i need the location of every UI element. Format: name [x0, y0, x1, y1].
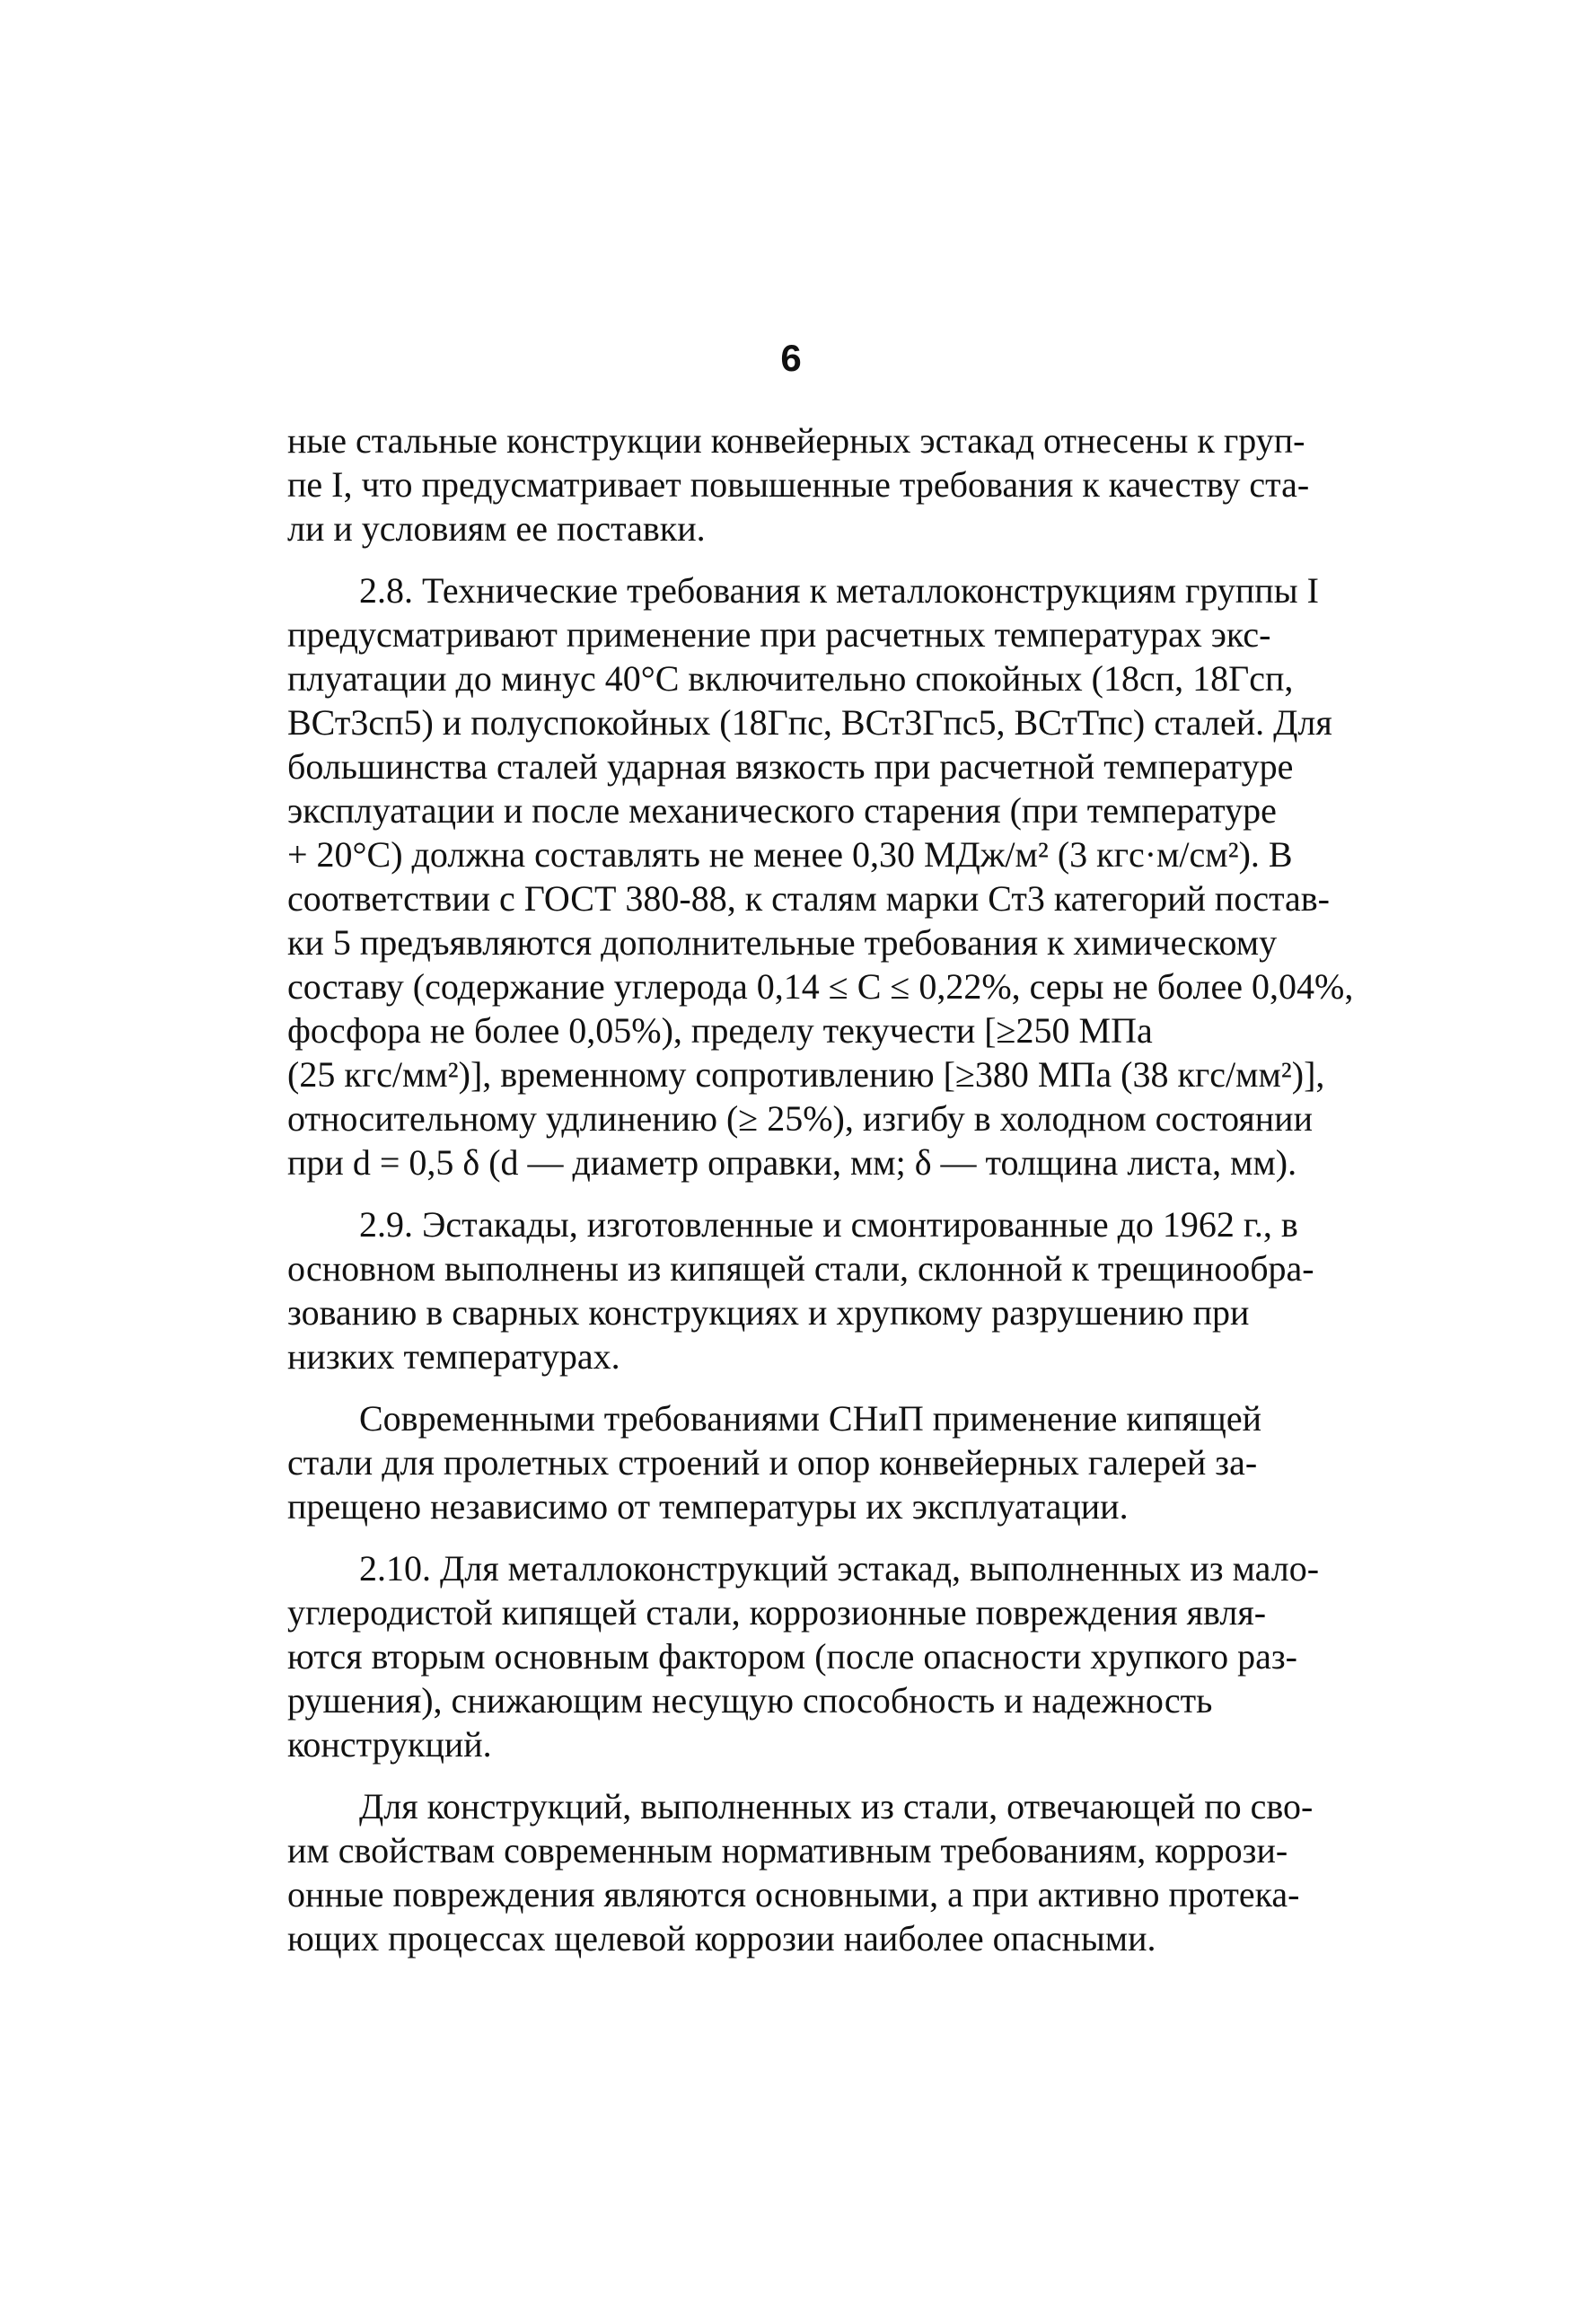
text-line: прещено независимо от температуры их эксплуатации. [287, 1486, 1129, 1527]
text-line: низких температурах. [287, 1336, 620, 1377]
text-line: ющих процессах щелевой коррозии наиболее опасными. [287, 1918, 1156, 1959]
text-line: относительному удлинению (≥ 25%), изгибу в холодном состоянии [287, 1098, 1313, 1139]
text-line: ли и условиям ее поставки. [287, 508, 706, 549]
text-line: соответствии с ГОСТ 380-88, к сталям марки Ст3 категорий постав- [287, 878, 1330, 919]
page-number: 6 [780, 337, 802, 379]
paragraph [287, 1784, 1392, 1960]
text-line: плуатации до минус 40°С включительно спокойных (18сп, 18Гсп, [287, 658, 1294, 699]
text-line: предусматривают применение при расчетных температурах экс- [287, 614, 1271, 655]
text-line: ются вторым основным фактором (после опасности хрупкого раз- [287, 1636, 1297, 1677]
text-line: эксплуатации и после механического старения (при температуре [287, 790, 1277, 831]
text-line: ные стальные конструкции конвейерных эстакад отнесены к груп- [287, 420, 1305, 461]
text-line: углеродистой кипящей стали, коррозионные повреждения явля- [287, 1592, 1267, 1633]
text-line: + 20°С) должна составлять не менее 0,30 МДж/м² (3 кгс·м/см²). В [287, 834, 1293, 875]
text-line: ки 5 предъявляются дополнительные требования к химическому [287, 922, 1278, 963]
text-line: 2.8. Технические требования к металлоконструкциям группы I [359, 570, 1319, 611]
text-line: им свойствам современным нормативным требованиям, коррози- [287, 1830, 1288, 1871]
text-line: составу (содержание углерода 0,14 ≤ С ≤ 0,22%, серы не более 0,04%, [287, 966, 1354, 1007]
text-line: рушения), снижающим несущую способность и надежность [287, 1680, 1213, 1721]
text-line: большинства сталей ударная вязкость при расчетной температуре [287, 746, 1294, 787]
text-body [287, 418, 1392, 1978]
text-line: ВСт3сп5) и полуспокойных (18Гпс, ВСт3Гпс5, ВСтТпс) сталей. Для [287, 702, 1332, 743]
text-line: Для конструкций, выполненных из стали, отвечающей по сво- [359, 1786, 1314, 1827]
paragraph [287, 568, 1392, 1184]
text-line: онные повреждения являются основными, а при активно протека- [287, 1874, 1300, 1915]
paragraph [287, 418, 1392, 550]
text-line: при d = 0,5 δ (d — диаметр оправки, мм; δ — толщина листа, мм). [287, 1142, 1297, 1183]
paragraph [287, 1202, 1392, 1378]
text-line: фосфора не более 0,05%), пределу текучести [≥250 МПа [287, 1010, 1153, 1051]
paragraph [287, 1546, 1392, 1766]
text-line: Современными требованиями СНиП применение кипящей [359, 1398, 1261, 1439]
text-line: 2.9. Эстакады, изготовленные и смонтированные до 1962 г., в [359, 1204, 1298, 1245]
text-line: стали для пролетных строений и опор конвейерных галерей за- [287, 1442, 1258, 1483]
text-line: пе I, что предусматривает повышенные требования к качеству ста- [287, 464, 1310, 505]
paragraph [287, 1396, 1392, 1528]
text-line: 2.10. Для металлоконструкций эстакад, выполненных из мало- [359, 1548, 1320, 1589]
text-line: основном выполнены из кипящей стали, склонной к трещинообра- [287, 1248, 1314, 1289]
text-line: (25 кгс/мм²)], временному сопротивлению [≥380 МПа (38 кгс/мм²)], [287, 1054, 1325, 1095]
text-line: конструкций. [287, 1724, 492, 1765]
text-line: зованию в сварных конструкциях и хрупкому разрушению при [287, 1292, 1250, 1333]
